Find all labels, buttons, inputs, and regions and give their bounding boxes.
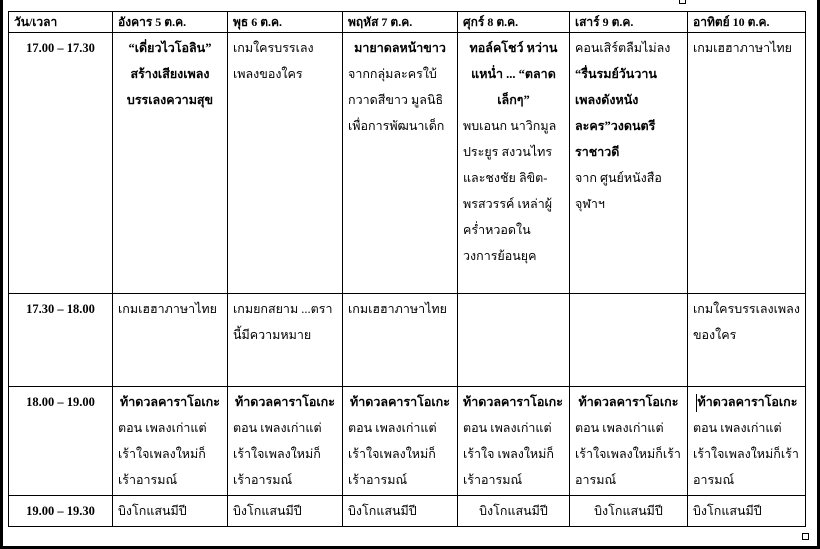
header-row (9, 12, 806, 33)
schedule-cell (570, 33, 688, 294)
schedule-cell: เกมเฮฮาภาษาไทย (113, 294, 228, 387)
schedule-table (8, 11, 806, 527)
table-move-handle-top[interactable] (679, 0, 686, 4)
program-title (693, 389, 800, 415)
program-title: ท้าดวลคาราโอเกะ (120, 395, 220, 409)
schedule-cell: บิงโกแสนมีปี (688, 496, 806, 527)
table-row (9, 294, 806, 387)
schedule-cell (458, 294, 570, 387)
program-detail: ตอน เพลงเก่าแต่เร้าใจเพลงใหม่ก็เร้าอารมณ์ (118, 421, 207, 487)
header-cell-fri: ศุกร์ 8 ต.ค. (458, 12, 570, 33)
text-cursor (696, 394, 697, 412)
schedule-cell: บิงโกแสนมีปี (113, 496, 228, 527)
schedule-cell (458, 387, 570, 496)
program-detail: ตอน เพลงเก่าแต่เร้าใจเพลงใหม่ก็เร้าอารมณ์ (693, 421, 799, 487)
program-detail: ตอน เพลงเก่าแต่เร้าใจเพลงใหม่ก็เร้าอารมณ์ (233, 421, 322, 487)
table-row (9, 496, 806, 527)
schedule-cell (228, 387, 343, 496)
program-detail: จาก ศูนย์หนังสือจุฬาฯ (575, 171, 662, 211)
program-detail: เกมเฮฮาภาษาไทย (693, 41, 792, 55)
program-title: มายาดลหน้าขาว (354, 41, 446, 55)
program-detail: พบเอนก นาวิกมูล ประยูร สงวนไทร และชงชัย ลิขิต-พรสวรรค์ เหล่าผู้คร่ำหวอดในวงการย้อนยุค (463, 119, 557, 263)
header-cell-tue: อังคาร 5 ต.ค. (113, 12, 228, 33)
schedule-cell (113, 387, 228, 496)
schedule-cell (343, 33, 458, 294)
schedule-cell (688, 33, 806, 294)
time-cell: 18.00 – 19.00 (9, 387, 113, 496)
schedule-cell (343, 387, 458, 496)
schedule-cell (458, 33, 570, 294)
program-title: “เดี่ยวไวโอลิน” สร้างเสียงเพลง บรรเลงความสุข (126, 41, 214, 107)
table-row (9, 387, 806, 496)
schedule-cell: เกมยกสยาม ...ตรานี้มีความหมาย (228, 294, 343, 387)
table-resize-handle[interactable] (802, 533, 809, 540)
program-detail: เกมใครบรรเลงเพลงของใคร (233, 41, 314, 81)
time-cell: 17.00 – 17.30 (9, 33, 113, 294)
time-cell: 17.30 – 18.00 (9, 294, 113, 387)
program-lead: คอนเสิร์ตลืมไม่ลง (575, 41, 671, 55)
program-detail: ตอน เพลงเก่าแต่เร้าใจเพลงใหม่ก็เร้าอารมณ์ (575, 421, 681, 487)
header-cell-sat: เสาร์ 9 ต.ค. (570, 12, 688, 33)
program-detail: จากกลุ่มละครใบ้กวาดสีขาว มูลนิธิเพื่อการพัฒนาเด็ก (348, 67, 445, 133)
schedule-cell (228, 33, 343, 294)
time-cell: 19.00 – 19.30 (9, 496, 113, 527)
header-cell-sun: อาทิตย์ 10 ต.ค. (688, 12, 806, 33)
header-cell-thu: พฤหัส 7 ต.ค. (343, 12, 458, 33)
schedule-cell: บิงโกแสนมีปี (570, 496, 688, 527)
schedule-cell (688, 387, 806, 496)
header-cell-wed: พุธ 6 ต.ค. (228, 12, 343, 33)
table-row (9, 33, 806, 294)
header-cell-time: วัน/เวลา (9, 12, 113, 33)
program-title: ท้าดวลคาราโอเกะ (463, 395, 563, 409)
program-detail: ตอน เพลงเก่าแต่เร้าใจ เพลงใหม่ก็เร้าอารมณ์ (463, 421, 554, 487)
program-title: ท้าดวลคาราโอเกะ (578, 395, 679, 409)
schedule-cell: เกมเฮฮาภาษาไทย (343, 294, 458, 387)
program-title-text: ท้าดวลคาราโอเกะ (697, 395, 798, 409)
schedule-cell (570, 294, 688, 387)
schedule-cell: บิงโกแสนมีปี (343, 496, 458, 527)
schedule-cell (113, 33, 228, 294)
program-title: ทอล์คโชว์ หว่านแหน่ำ ... “ตลาดเล็กๆ” (469, 41, 558, 107)
schedule-cell (570, 387, 688, 496)
program-detail: ตอน เพลงเก่าแต่เร้าใจเพลงใหม่ก็เร้าอารมณ์ (348, 421, 437, 487)
program-title: ท้าดวลคาราโอเกะ (235, 395, 335, 409)
program-title: “รื่นรมย์วันวาน เพลงดังหนังละคร”วงดนตรีราชาวดี (575, 67, 657, 159)
schedule-cell: เกมใครบรรเลงเพลงของใคร (688, 294, 806, 387)
program-title: ท้าดวลคาราโอเกะ (350, 395, 450, 409)
schedule-cell: บิงโกแสนมีปี (228, 496, 343, 527)
schedule-cell: บิงโกแสนมีปี (458, 496, 570, 527)
